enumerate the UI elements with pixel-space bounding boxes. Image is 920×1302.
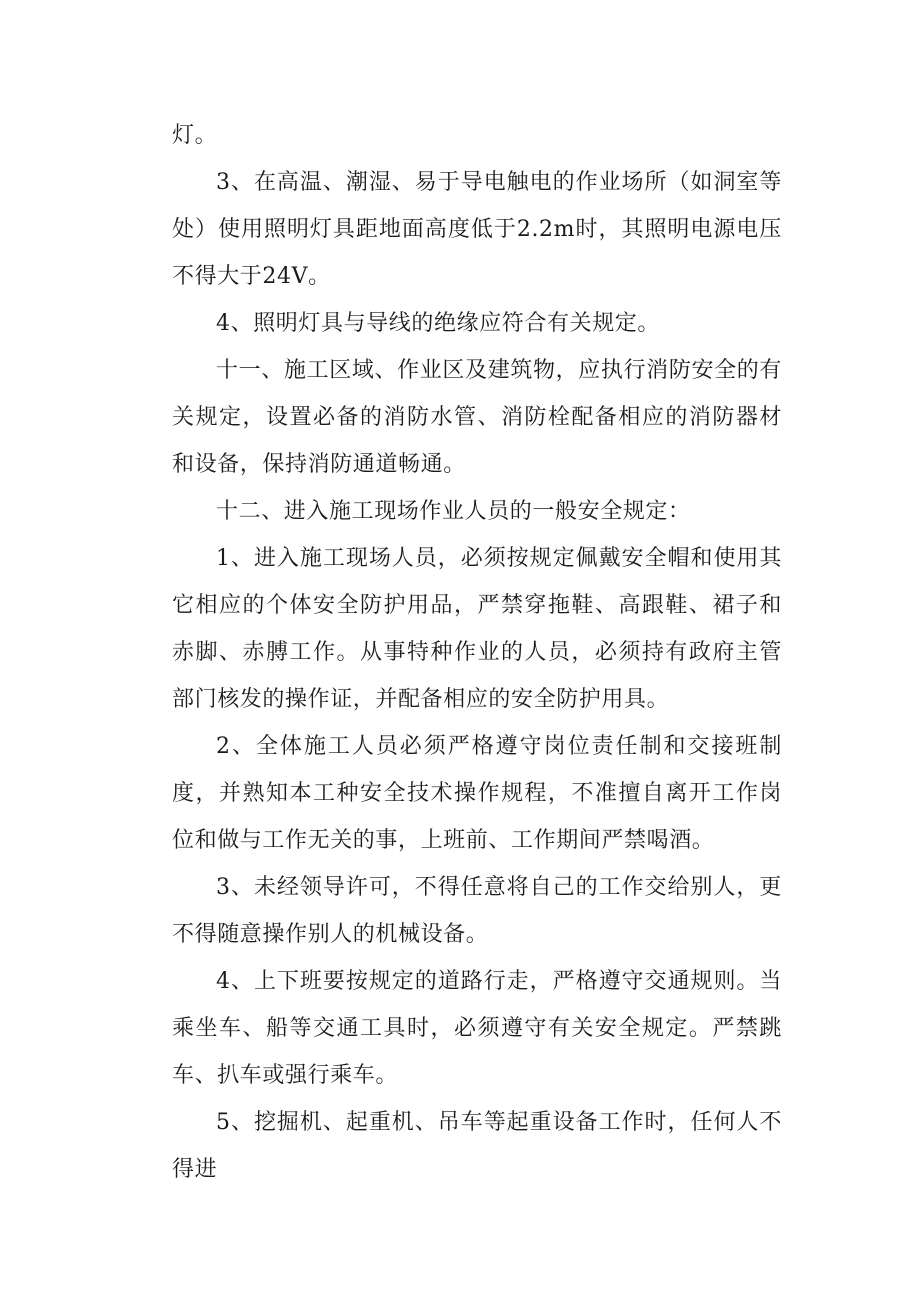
paragraph-item-3-lighting-voltage: 3、在高温、潮湿、易于导电触电的作业场所（如洞室等处）使用照明灯具距地面高度低于2.2m时，其照明电源电压不得大于24V。 [172, 170, 782, 289]
paragraph-rule-1-protective-gear: 1、进入施工现场人员，必须按规定佩戴安全帽和使用其它相应的个体安全防护用品，严禁穿拖鞋、高跟鞋、裙子和赤脚、赤膊工作。从事特种作业的人员，必须持有政府主管部门核发的操作证，并配备相应的安全防护用具。 [172, 546, 782, 712]
paragraph-section-12-heading: 十二、进入施工现场作业人员的一般安全规定： [216, 499, 691, 524]
paragraph-section-11-fire-safety: 十一、施工区域、作业区及建筑物，应执行消防安全的有关规定，设置必备的消防水管、消防栓配备相应的消防器材和设备，保持消防通道畅通。 [172, 358, 782, 477]
paragraph-continuation: 灯。 [172, 123, 218, 148]
paragraph-rule-5-lifting-equipment: 5、挖掘机、起重机、吊车等起重设备工作时，任何人不得进 [172, 1110, 782, 1182]
paragraph-item-4-insulation: 4、照明灯具与导线的绝缘应符合有关规定。 [216, 311, 660, 336]
paragraph-rule-3-permission: 3、未经领导许可，不得任意将自己的工作交给别人，更不得随意操作别人的机械设备。 [172, 875, 782, 947]
document-body [172, 112, 782, 1193]
paragraph-rule-2-responsibility: 2、全体施工人员必须严格遵守岗位责任制和交接班制度，并熟知本工种安全技术操作规程，不准擅自离开工作岗位和做与工作无关的事，上班前、工作期间严禁喝酒。 [172, 734, 782, 853]
paragraph-rule-4-traffic: 4、上下班要按规定的道路行走，严格遵守交通规则。当乘坐车、船等交通工具时，必须遵守有关安全规定。严禁跳车、扒车或强行乘车。 [172, 969, 782, 1088]
